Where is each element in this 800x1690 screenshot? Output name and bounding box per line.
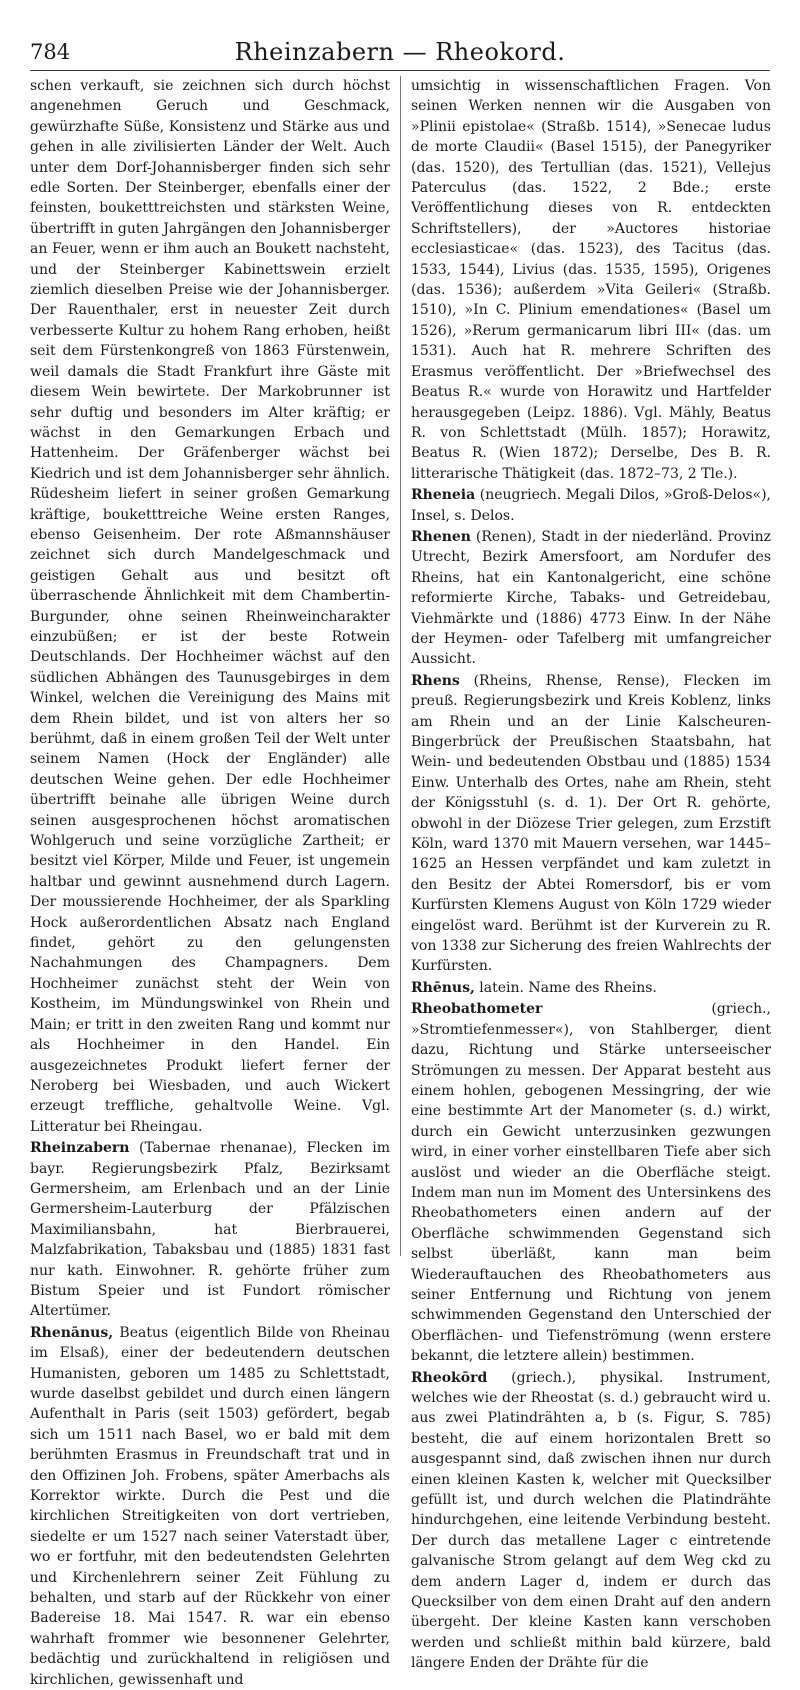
entry-text: (neugriech. Megali Dilos, »Groß-Delos«), Insel, s. Delos. [411,487,771,524]
entry-text: umsichtig in wissenschaftlichen Fragen. Von seinen Werken nennen wir die Ausgaben von »Plinii epistolae« (Straßb. 1514), »Senecae ludus de morte Claudii« (Basel 1515), der Panegyriker (das. 1520), des Tertullian (das. 1521), Vellejus Paterculus (das. 1522, 2 Bde.; erste Veröffentlichung dieses von R. entdeckten Schriftstellers), der »Auctores historiae ecclesiasticae« (das. 1523), des Tacitus (das. 1533, 1544), Livius (das. 1535, 1595), Origenes (das. 1536); außerdem »Vita Geileri« (Straßb. 1510), »In C. Plinium emendationes« (Basel um 1526), »Rerum germanicarum libri III« (das. um 1531). Auch hat R. mehrere Schriften des Erasmus veröffentlicht. Der »Briefwechsel des Beatus R.« wurde von Horawitz und Hartfelder herausgegeben (Leipz. 1886). Vgl. Mähly, Beatus R. von Schlettstadt (Mülh. 1857); Horawitz, Beatus R. (Wien 1872); Derselbe, Des B. R. litterarische Thätigkeit (das. 1872–73, 2 Tle.). [411,78,771,482]
page-header [30,36,770,71]
running-title: Rheinzabern — Rheokord. [234,38,566,66]
entry-text: (Renen), Stadt in der niederländ. Provinz Utrecht, Bezirk Amersfoort, am Nordufer des Rheins, hat ein Kantonalgericht, eine schöne reformierte Kirche, Tabaks- und Getreidebau, Viehmärkte und (1886) 4773 Einw. In der Nähe der Heymen- oder Tafelberg mit umfangreicher Aussicht. [411,528,771,668]
entry-headword: Rheinzabern [30,1140,130,1157]
column-divider [400,76,401,1256]
entry-rhens [411,671,771,977]
entry-rheneia [411,485,771,526]
entry-rheokord [411,1368,771,1674]
entry-text: schen verkauft, sie zeichnen sich durch höchst angenehmen Geruch und Geschmack, gewürzhafte Süße, Konsistenz und Stärke aus und gehen in alle zivilisierten Länder der Welt. Auch unter dem Dorf-Johannisberger finden sich sehr edle Sorten. Der Steinberger, ebenfalls einer der feinsten, bouketttreichsten und stärksten Weine, übertrifft in guten Jahrgängen den Johannisberger an Feuer, wenn er ihm auch an Boukett nachsteht, und der Steinberger Kabinettswein erzielt ziemlich dieselben Preise wie der Johannisberger. Der Rauenthaler, erst in neuester Zeit durch verbesserte Kultur zu hohem Rang erhoben, heißt seit dem Fürstenkongreß von 1863 Fürstenwein, weil damals die Stadt Frankfurt ihre Gäste mit diesem Wein bewirtete. Der Markobrunner ist sehr duftig und besonders im Alter kräftig; er wächst in den Gemarkungen Erbach und Hattenheim. Der Gräfenberger wächst bei Kiedrich und ist dem Johannisberger sehr ähnlich. Rüdesheim liefert in seiner großen Gemarkung kräftige, bouketttreiche Weine ersten Ranges, ebenso Geisenheim. Der rote Aßmannshäuser zeichnet sich durch Mandelgeschmack und geistigen Gehalt aus und besitzt oft überraschende Ähnlichkeit mit dem Chambertin-Burgunder, ohne seinen Rheinweincharakter einzubüßen; er ist der beste Rotwein Deutschlands. Der Hochheimer wächst auf den südlichen Abhängen des Taunusgebirges in dem Winkel, welchen die Vereinigung des Mains mit dem Rhein bildet, und ist von alters her so berühmt, daß in einem großen Teil der Welt unter seinem Namen (Hock der Engländer) alle deutschen Weine gehen. Der edle Hochheimer übertrifft beinahe alle übrigen Weine durch seinen ausgesprochenen höchst aromatischen Wohlgeruch und seine vorzügliche Zartheit; er besitzt viel Körper, Milde und Feuer, ist ungemein haltbar und gewinnt ausnehmend durch Lagern. Der moussierende Hochheimer, der als Sparkling Hock außerordentlichen Absatz nach England findet, gehört zu den gelungensten Nachahmungen des Champagners. Dem Hochheimer zunächst steht der Wein von Kostheim, im Mündungswinkel von Rhein und Main; er tritt in den zweiten Rang und kommt nur als Hochheimer in den Handel. Ein ausgezeichnetes Produkt liefert ferner der Neroberg bei Wiesbaden, und auch Wickert erzeugt treffliche, gehaltvolle Weine. Vgl. Litteratur bei Rheingau. [30,78,390,1135]
entry-text: (griech., »Stromtiefenmesser«), von Stahlberger, dient dazu, Richtung und Stärke unterseeischer Strömungen zu messen. Der Apparat besteht aus einem hohlen, gebogenen Messingring, der wie eine bestimmte Art der Manometer (s. d.) wirkt, durch ein Gewicht unterzusinken gezwungen wird, in einer vorher einstellbaren Tiefe aber sich auslöst und wieder an die Oberfläche steigt. Indem man nun im Moment des Untersinkens des Rheobathometers einen andern auf der Oberfläche schwimmenden Gegenstand sich selbst überläßt, kann man beim Wiederauftauchen des Rheobathometers aus seiner Entfernung und Richtung von jenem schwimmenden Gegenstand den Unterschied der Oberflächen- und Tiefenströmung (wenn erstere bekannt, die letztere allein) bestimmen. [411,1001,771,1365]
entry-headword: Rhens [411,672,460,689]
right-column [411,76,771,1672]
entry-headword: Rheneia [411,487,476,504]
text-columns [30,76,771,1688]
entry-headword: Rhenen [411,528,471,545]
entry-headword: Rhenānus, [30,1324,114,1341]
entry-text: (griech.), physikal. Instrument, welches wie der Rheostat (s. d.) gebraucht wird u. aus zwei Platindrähten a, b (s. Figur, S. 785) besteht, die auf einem horizontalen Brett so ausgespannt sind, daß zwischen ihnen nur durch einen kleinen Kasten k, welcher mit Quecksilber gefüllt ist, und durch welchen die Platindrähte hindurchgehen, eine leitende Verbindung besteht. Der durch das metallene Lager c eintretende galvanische Strom gelangt auf dem Weg ckd zu dem andern Lager d, indem er durch das Quecksilber von dem einen Draht auf den andern übergeht. Der kleine Kasten kann verschoben werden und schließt mithin bald kürzere, bald längere Enden der Drähte für die [411,1369,771,1672]
entry-rhenen [411,527,771,670]
entry-rhenanus [30,1323,390,1690]
entry-text: (Rheins, Rhense, Rense), Flecken im preuß. Regierungsbezirk und Kreis Koblenz, links am Rhein und an der Linie Kalscheuren-Bingerbrück der Preußischen Staatsbahn, hat Wein- und bedeutenden Obstbau und (1885) 1534 Einw. Unterhalb des Ortes, nahe am Rhein, steht der Königsstuhl (s. d. 1). Der Ort R. gehörte, obwohl in der Diözese Trier gelegen, zum Erzstift Köln, ward 1370 mit Mauern versehen, war 1445–1625 an Hessen verpfändet und kam zuletzt in den Besitz der Abtei Romersdorf, bis er vom Kurfürsten Klemens August von Köln 1729 wieder eingelöst ward. Berühmt ist der Kurverein zu R. von 1338 zur Sicherung des freien Wahlrechts der Kurfürsten. [411,672,771,975]
entry-headword: Rheokōrd [411,1369,488,1386]
entry-rheinzabern [30,1138,390,1322]
entry-text: (Tabernae rhenanae), Flecken im bayr. Regierungsbezirk Pfalz, Bezirksamt Germersheim, am Erlenbach und an der Linie Germersheim-Lauterburg der Pfälzischen Maximiliansbahn, hat Bierbrauerei, Malzfabrikation, Tabaksbau und (1885) 1831 fast nur kath. Einwohner. R. gehörte früher zum Bistum Speier und ist Fundort römischer Altertümer. [30,1140,390,1320]
entry-rheobathometer [411,999,771,1366]
entry-headword: Rheobathometer [411,1001,543,1018]
entry-text: Beatus (eigentlich Bilde von Rheinau im Elsaß), einer der bedeutendern deutschen Humanisten, geboren um 1485 zu Schlettstadt, wurde daselbst gebildet und durch einen längern Aufenthalt in Paris (seit 1503) gefördert, begab sich um 1511 nach Basel, wo er bald mit dem berühmten Erasmus in Freundschaft trat und in den Offizinen Joh. Frobens, später Amerbachs als Korrektor wirkte. Durch die Pest und die kirchlichen Streitigkeiten von dort vertrieben, siedelte er um 1527 nach seiner Vaterstadt über, wo er fortfuhr, mit den bedeutendsten Gelehrten und Kirchenlehrern seiner Zeit Fühlung zu behalten, und starb auf der Rückkehr von einer Badereise 18. Mai 1547. R. war ein ebenso wahrhaft frommer wie besonnener Gelehrter, bedächtig und zurückhaltend in religiösen und kirchlichen, gewissenhaft und [30,1324,390,1688]
entry-rhenus [411,978,771,998]
left-column [30,76,390,1688]
page-number: 784 [30,40,71,64]
entry-continuation-rhenanus [411,76,771,484]
entry-text: latein. Name des Rheins. [474,979,657,996]
entry-continuation-rheinwein [30,76,390,1137]
entry-headword: Rhēnus, [411,979,475,996]
